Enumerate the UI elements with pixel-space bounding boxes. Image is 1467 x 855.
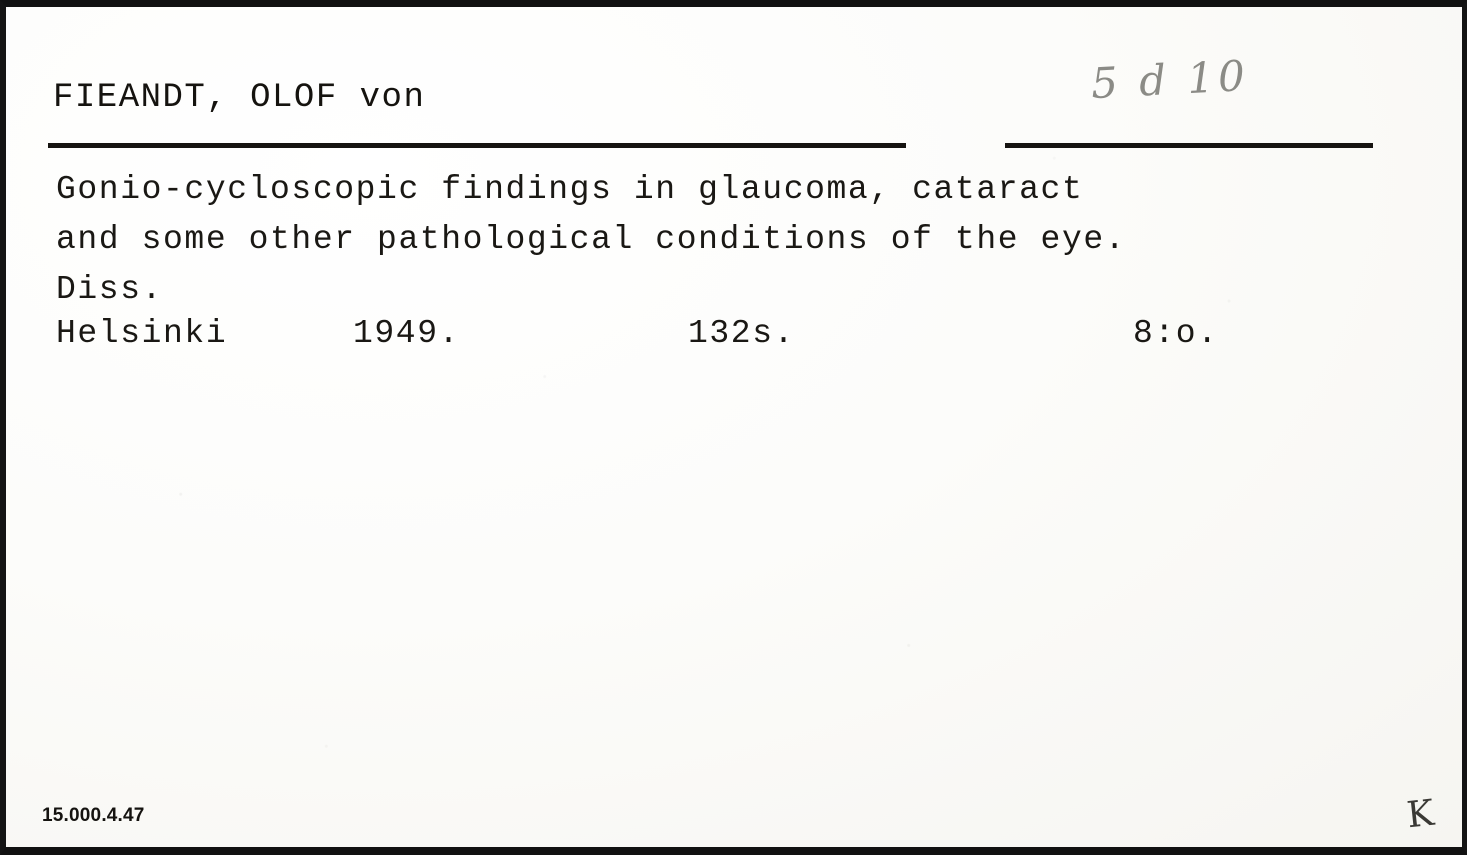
imprint-line: [56, 315, 1396, 361]
header-rule-right: [1005, 143, 1373, 148]
title-line: Diss.: [56, 271, 164, 308]
header-rule-left: [48, 143, 906, 148]
cataloguer-initial: K: [1405, 792, 1437, 837]
card-paper-surface: [6, 7, 1462, 847]
title-line: Gonio-cycloscopic findings in glaucoma, cataract: [56, 171, 1084, 208]
title-block: [56, 165, 1396, 315]
print-run-code: 15.000.4.47: [42, 805, 145, 826]
scan-noise-overlay: [6, 7, 1462, 847]
imprint-format: 8:o.: [1133, 315, 1219, 352]
imprint-year: 1949.: [353, 315, 461, 352]
imprint-place: Helsinki: [56, 315, 228, 352]
author-heading: FIEANDT, OLOF von: [53, 79, 426, 117]
shelfmark-annotation: 5 d 10: [1089, 50, 1250, 109]
title-line: and some other pathological conditions of the eye.: [56, 221, 1127, 258]
imprint-pages: 132s.: [688, 315, 796, 352]
